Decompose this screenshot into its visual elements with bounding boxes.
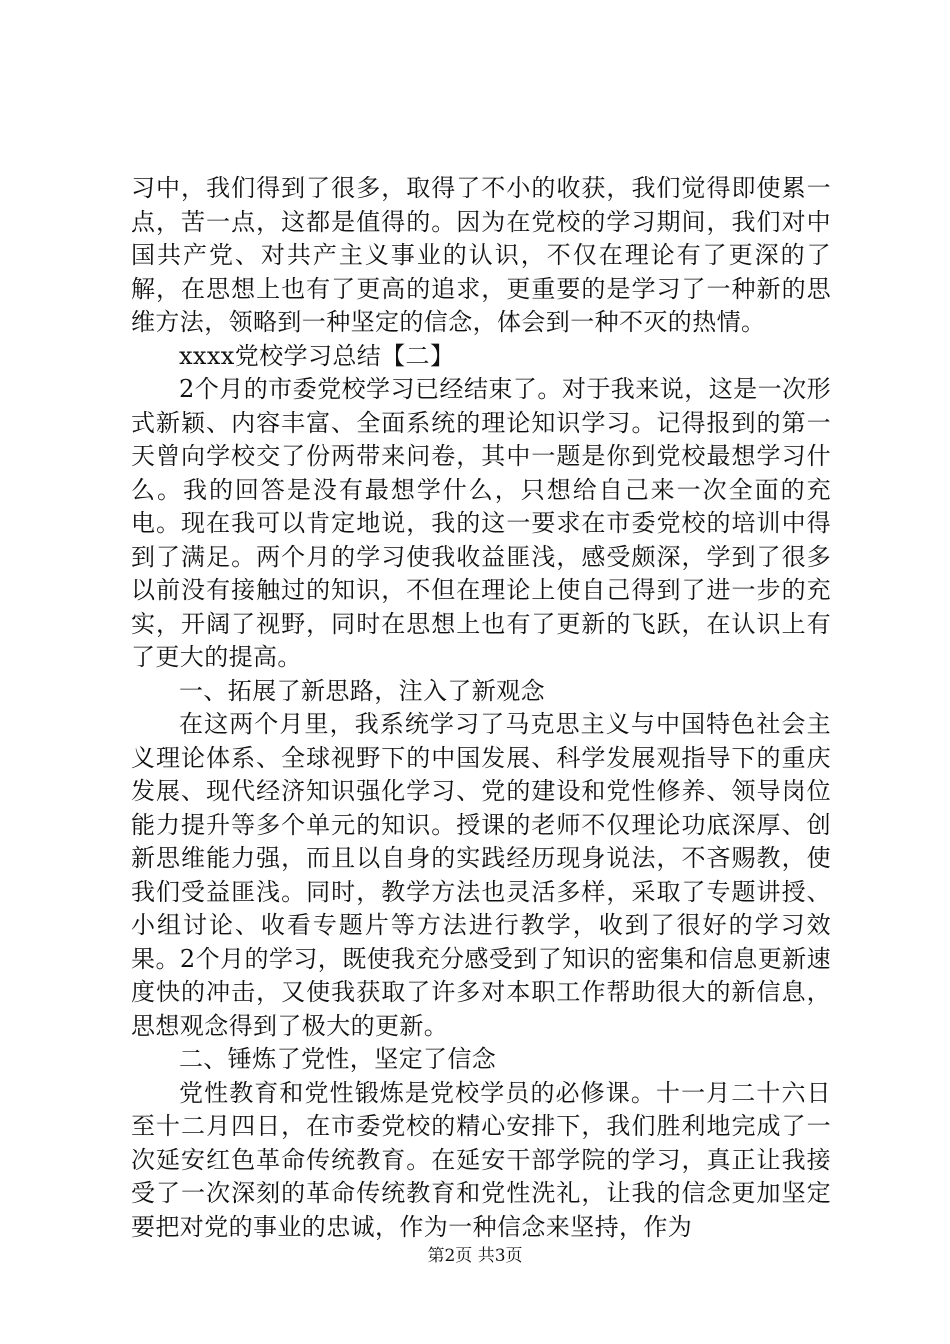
paragraph-3: 2个月的市委党校学习已经结束了。对于我来说，这是一次形式新颖、内容丰富、全面系统的理论知识学习。记得报到的第一天曾向学校交了份两带来问卷，其中一题是你到党校最想学习什么。我的回答是没有最想学什么，只想给自己来一次全面的充电。现在我可以肯定地说，我的这一要求在市委党校的培训中得到了满足。两个月的学习使我收益匪浅，感受颇深，学到了很多以前没有接触过的知识，不但在理论上使自己得到了进一步的充实，开阔了视野，同时在思想上也有了更新的飞跃，在认识上有了更大的提高。 [131, 375, 831, 671]
page-footer: 第2页 共3页 [427, 1246, 523, 1266]
section-title-2: xxxx党校学习总结【二】 [179, 341, 455, 370]
paragraph-1: 习中，我们得到了很多，取得了不小的收获，我们觉得即使累一点，苦一点，这都是值得的。因为在党校的学习期间，我们对中国共产党、对共产主义事业的认识，不仅在理论有了更深的了解，在思想上也有了更高的追求，更重要的是学习了一种新的思维方法，领略到一种坚定的信念，体会到一种不灭的热情。 [131, 174, 831, 336]
heading-new-ideas: 一、拓展了新思路，注入了新观念 [179, 676, 545, 705]
paragraph-5: 在这两个月里，我系统学习了马克思主义与中国特色社会主义理论体系、全球视野下的中国发展、科学发展观指导下的重庆发展、现代经济知识强化学习、党的建设和党性修养、领导岗位能力提升等多个单元的知识。授课的老师不仅理论功底深厚、创新思维能力强，而且以自身的实践经历现身说法，不吝赐教，使我们受益匪浅。同时，教学方法也灵活多样，采取了专题讲授、小组讨论、收看专题片等方法进行教学，收到了很好的学习效果。2个月的学习，既使我充分感受到了知识的密集和信息更新速度快的冲击，又使我获取了许多对本职工作帮助很大的新信息，思想观念得到了极大的更新。 [131, 710, 831, 1040]
paragraph-7: 党性教育和党性锻炼是党校学员的必修课。十一月二十六日至十二月四日，在市委党校的精心安排下，我们胜利地完成了一次延安红色革命传统教育。在延安干部学院的学习，真正让我接受了一次深刻的革命传统教育和党性洗礼，让我的信念更加坚定要把对党的事业的忠诚，作为一种信念来坚持，作为 [131, 1078, 831, 1241]
heading-party-spirit: 二、锤炼了党性，坚定了信念 [179, 1045, 497, 1073]
document-body [131, 172, 831, 1244]
